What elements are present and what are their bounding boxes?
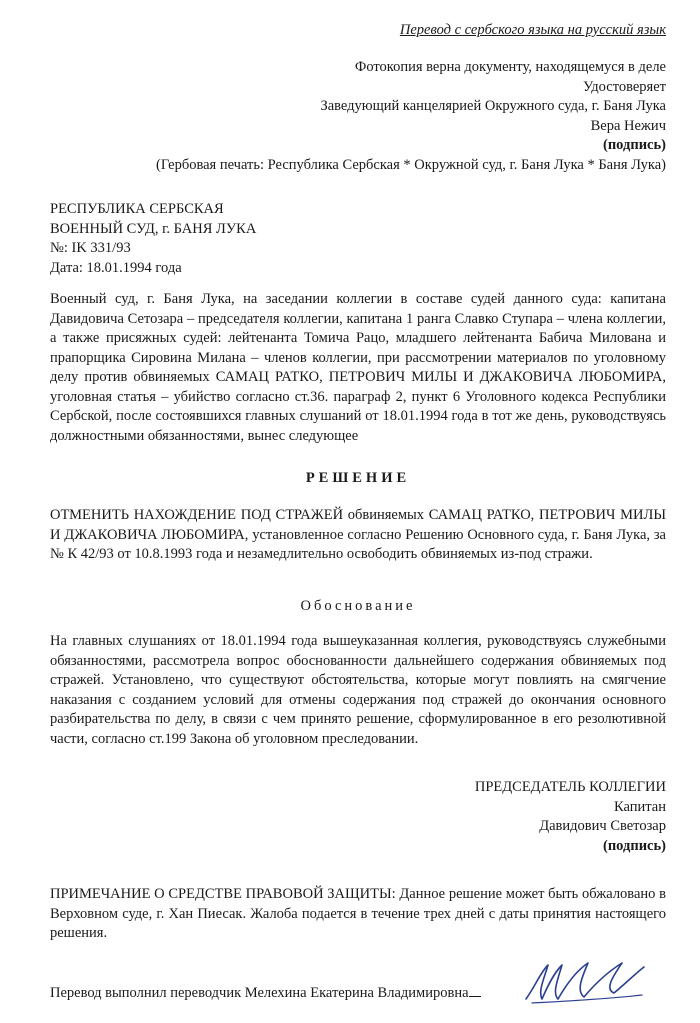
chairman-title: ПРЕДСЕДАТЕЛЬ КОЛЛЕГИИ [474,779,666,795]
certification-line: Удостоверяет [583,78,666,95]
reasoning-paragraph: На главных слушаниях от 18.01.1994 года вышеуказанная коллегия, руководствуясь служебными обязанностями, рассмотрела вопрос обоснованности дальнейшего содержания обвиняемых под стражей. Установлено, что существуют обстоятельства, которые могут повлиять на смягчение наказания с созданием условий для отмены содержания под стражей до окончания основного разбирательства по делу, в связи с чем принято решение, сформулированное в его резолютивной части, согласно ст.199 Закона об уголовном преследовании. [50,633,666,747]
signature-stroke [526,963,644,999]
signature-underscore [532,995,642,1003]
court-header [50,200,666,278]
translator-signature [518,955,648,1010]
decision-paragraph: ОТМЕНИТЬ НАХОЖДЕНИЕ ПОД СТРАЖЕЙ обвиняемых САМАЦ РАТКО, ПЕТРОВИЧ МИЛЫ И ДЖАКОВИЧА ЛЮБОМИРА, установленное согласно Решению Основного суда, г. Баня Лука, за № К 42/93 от 10.8.1993 года и незамедлительно освободить обвиняемых из-под стражи. [50,507,666,562]
chairman-signature-mark: (подпись) [603,837,666,854]
intro-paragraph: Военный суд, г. Баня Лука, на заседании коллегии в составе судей данного суда: капитана Давидовича Сетозара – председателя коллегии, капитана 1 ранга Славко Ступара – члена коллегии, а также присяжных судей: лейтенанта Томича Рацо, младшего лейтенанта Бабича Милована и прапорщика Сировина Милана – членов коллегии, при рассмотрении материалов по уголовному делу против обвиняемых САМАЦ РАТКО, ПЕТРОВИЧ МИЛЫ И ДЖАКОВИЧА ЛЮБОМИРА, уголовная статья – убийство согласно ст.36. параграф 2, пункт 6 Уголовного кодекса Республики Сербской, после состоявшихся главных слушаний от 18.01.1994 года в тот же день, руководствуясь должностными обязанностями, вынес следующее [50,291,666,444]
case-number: №: IK 331/93 [50,240,131,256]
translator-text: Перевод выполнил переводчик Мелехина Екатерина Владимировна [50,985,469,1001]
certification-block [156,58,666,175]
certification-signature-mark: (подпись) [603,137,666,153]
translator-line [50,985,481,1002]
legal-remedy-note: ПРИМЕЧАНИЕ О СРЕДСТВЕ ПРАВОВОЙ ЗАЩИТЫ: Данное решение может быть обжаловано в Верховном суде, г. Хан Пиесак. Жалоба подается в течение трех дней с даты принятия настоящего решения. [50,886,666,941]
court-line: ВОЕННЫЙ СУД, г. БАНЯ ЛУКА [50,220,257,237]
reasoning-heading: Обоснование [300,598,416,614]
chairman-rank: Капитан [614,798,666,815]
translation-note: Перевод с сербского языка на русский язык [399,22,666,38]
court-line: РЕСПУБЛИКА СЕРБСКАЯ [50,201,224,217]
certification-line: Фотокопия верна документу, находящемуся в деле [354,59,666,75]
case-date: Дата: 18.01.1994 года [50,259,182,276]
certification-line: Заведующий канцелярией Окружного суда, г. Баня Лука [320,98,666,114]
chairman-block [475,778,666,856]
certification-line: Вера Нежич [590,117,666,134]
decision-heading: РЕШЕНИЕ [305,470,411,486]
signature-underline [469,996,481,997]
seal-description: (Гербовая печать: Республика Сербская * Окружной суд, г. Баня Лука * Баня Лука) [156,156,666,173]
chairman-name: Давидович Светозар [539,818,666,834]
